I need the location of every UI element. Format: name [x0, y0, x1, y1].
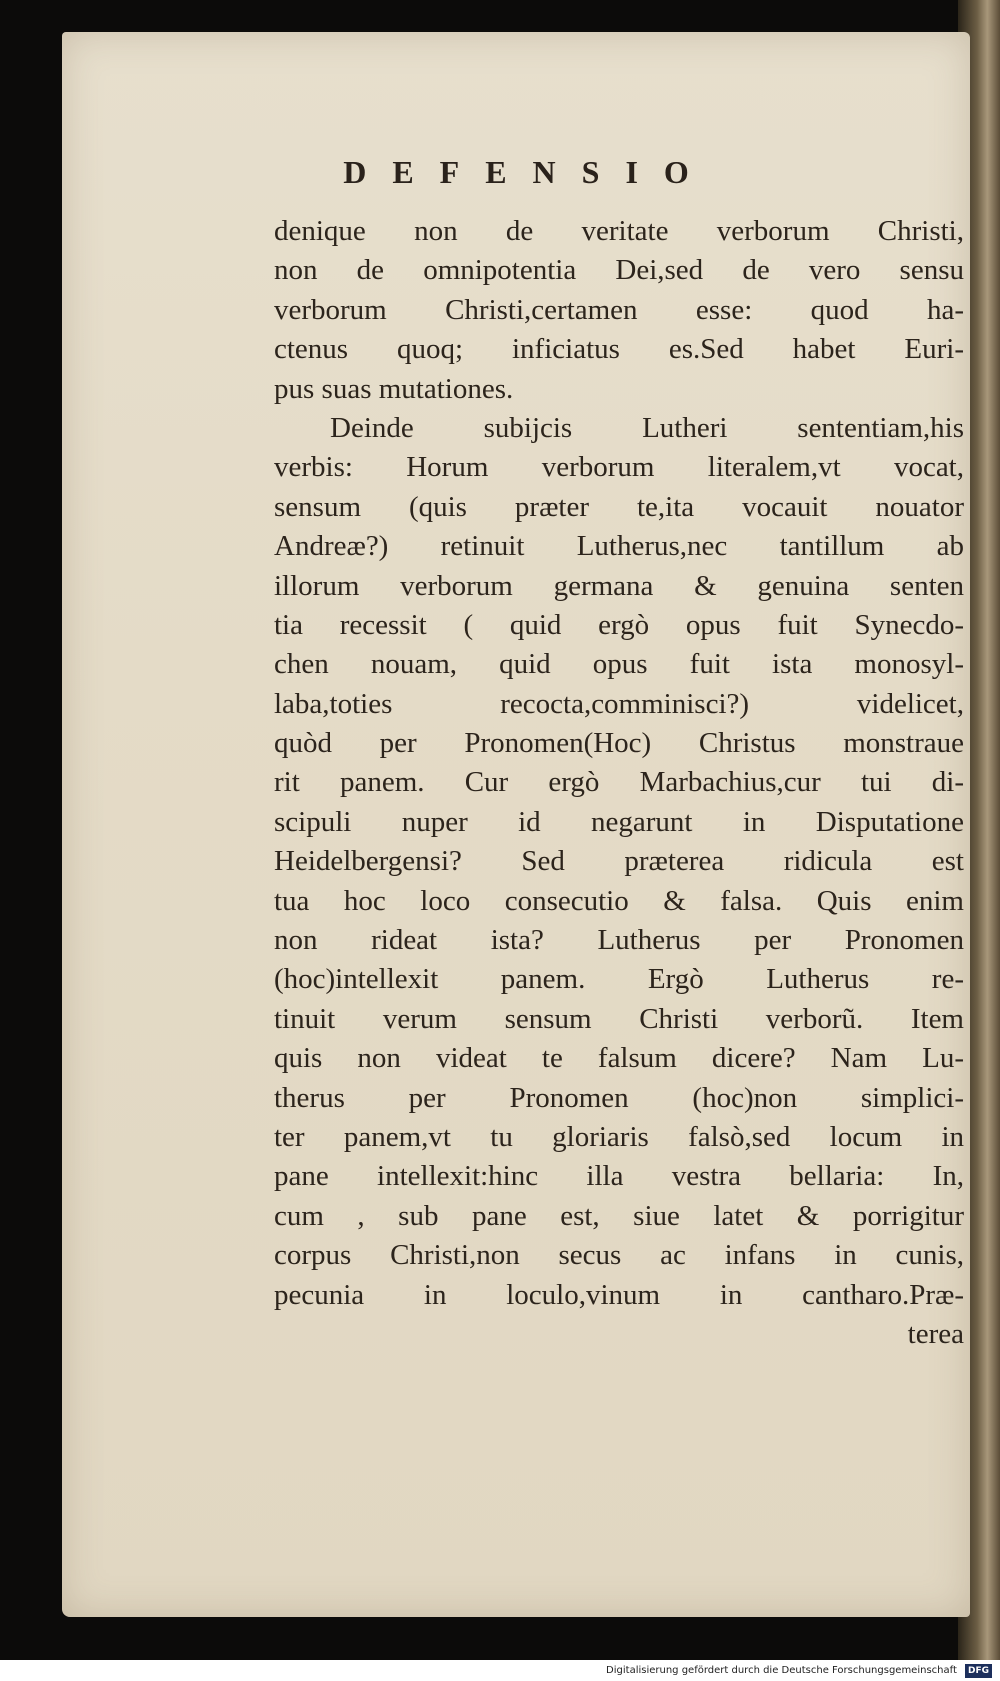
text-line: illorum verborum germana & genuina senten — [274, 569, 964, 602]
text-line: Andreæ?) retinuit Lutherus,nec tantillum ab — [274, 530, 964, 563]
text-line: pane intellexit:hinc illa vestra bellaria: In, — [274, 1160, 964, 1193]
text-line: ctenus quoq; inficiatus es.Sed habet Euri- — [274, 333, 964, 366]
dfg-logo: DFG — [965, 1664, 992, 1678]
text-line: sensum (quis præter te,ita vocauit nouator — [274, 490, 964, 523]
text-line: laba,toties recocta,comminisci?) videlicet, — [274, 687, 964, 720]
text-line: tinuit verum sensum Christi verborũ. Item — [274, 1002, 964, 1035]
text-line: non rideat ista? Lutherus per Pronomen — [274, 924, 964, 957]
text-line: tia recessit ( quid ergò opus fuit Synecdo- — [274, 608, 964, 641]
text-line: therus per Pronomen (hoc)non simplici- — [274, 1081, 964, 1114]
text-line: quòd per Pronomen(Hoc) Christus monstraue — [274, 727, 964, 760]
text-line: pus suas mutationes. — [274, 372, 514, 405]
text-line: chen nouam, quid opus fuit ista monosyl- — [274, 648, 964, 681]
text-line: (hoc)intellexit panem. Ergò Lutherus re- — [274, 963, 964, 996]
text-line: ter panem,vt tu gloriaris falsò,sed locum in — [274, 1120, 964, 1153]
footer-bar — [0, 1660, 1000, 1681]
text-line: corpus Christi,non secus ac infans in cunis, — [274, 1239, 964, 1272]
catchword: terea — [907, 1317, 964, 1350]
text-line: denique non de veritate verborum Christi, — [274, 215, 964, 247]
text-line: tua hoc loco consecutio & falsa. Quis enim — [274, 884, 964, 917]
body-text — [274, 212, 964, 1354]
funding-credit: Digitalisierung gefördert durch die Deutsche Forschungsgemeinschaft — [606, 1665, 957, 1676]
text-line: rit panem. Cur ergò Marbachius,cur tui di- — [274, 766, 964, 799]
text-line: Deinde subijcis Lutheri sententiam,his — [330, 411, 964, 444]
book-page — [62, 32, 970, 1617]
text-line: pecunia in loculo,vinum in cantharo.Præ- — [274, 1278, 964, 1311]
text-line: quis non videat te falsum dicere? Nam Lu- — [274, 1042, 964, 1075]
text-line: non de omnipotentia Dei,sed de vero sensu — [274, 254, 964, 287]
text-line: Heidelbergensi? Sed præterea ridicula est — [274, 845, 964, 878]
text-line: verbis: Horum verborum literalem,vt vocat, — [274, 451, 964, 484]
text-line: verborum Christi,certamen esse: quod ha- — [274, 293, 964, 326]
page-heading: DEFENSIO — [343, 154, 715, 190]
text-line: cum , sub pane est, siue latet & porrigitur — [274, 1199, 964, 1232]
text-line: scipuli nuper id negarunt in Disputatione — [274, 805, 964, 838]
